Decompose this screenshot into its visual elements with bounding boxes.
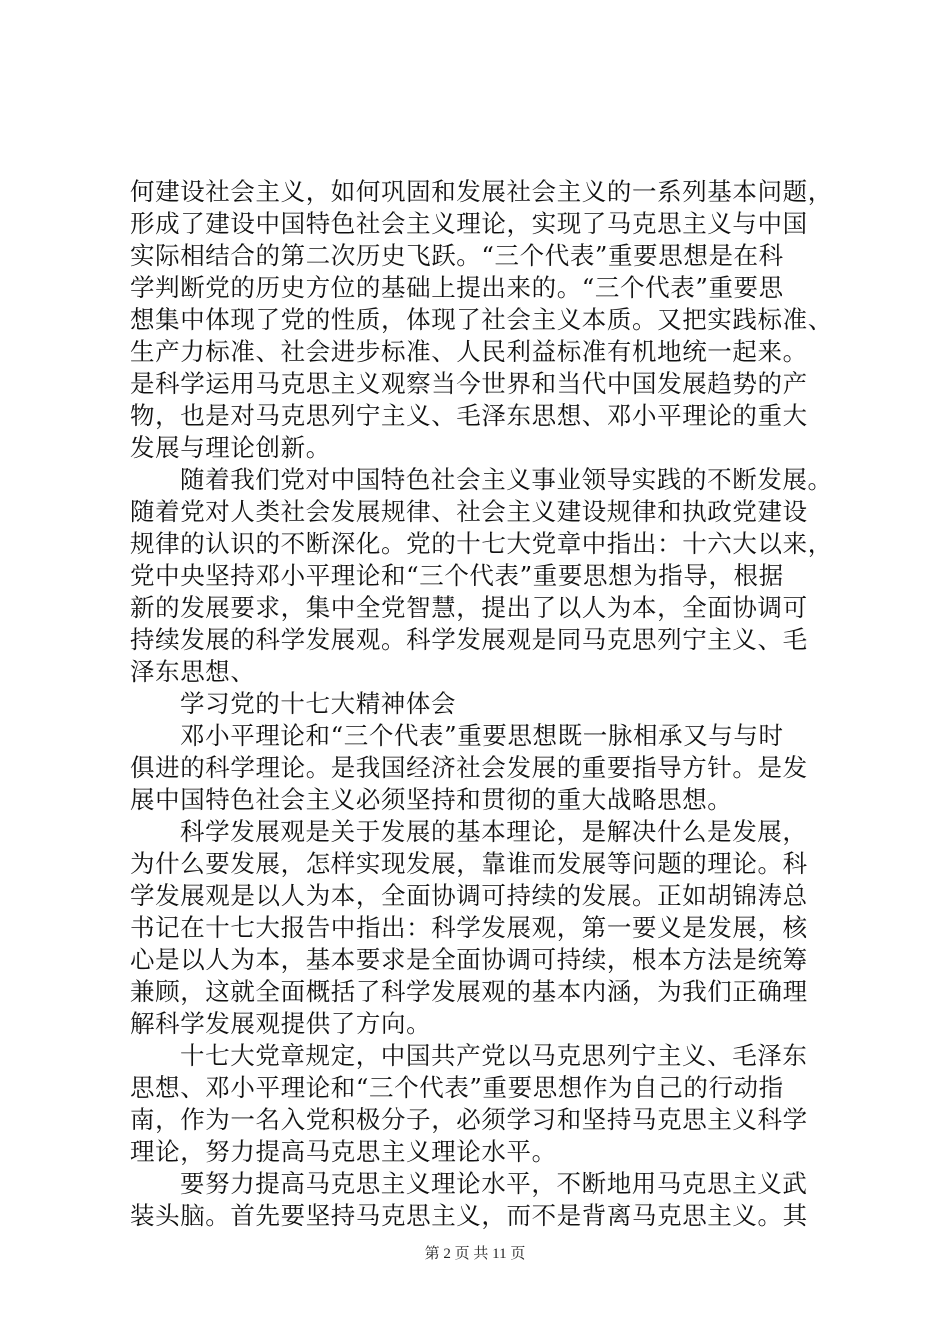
text-line: 学发展观是以人为本，全面协调可持续的发展。正如胡锦涛总	[130, 881, 808, 910]
text-line: 泽东思想、	[130, 657, 256, 686]
text-line: 心是以人为本，基本要求是全面协调可持续，根本方法是统筹	[130, 945, 808, 974]
section-heading: 学习党的十七大精神体会	[180, 689, 457, 718]
text-line: 新的发展要求，集中全党智慧，提出了以人为本，全面协调可	[130, 593, 808, 622]
text-line: 规律的认识的不断深化。党的十七大党章中指出：十六大以来，	[130, 529, 833, 558]
text-line: 生产力标准、社会进步标准、人民利益标准有机地统一起来。	[130, 337, 808, 366]
text-line: 兼顾，这就全面概括了科学发展观的基本内涵，为我们正确理	[130, 977, 808, 1006]
paragraph-start-line: 随着我们党对中国特色社会主义事业领导实践的不断发展。	[180, 465, 833, 494]
text-line: 学判断党的历史方位的基础上提出来的。“三个代表”重要思	[130, 273, 784, 302]
text-line: 实际相结合的第二次历史飞跃。“三个代表”重要思想是在科	[130, 241, 784, 270]
text-line: 形成了建设中国特色社会主义理论，实现了马克思主义与中国	[130, 209, 808, 238]
text-line: 展中国特色社会主义必须坚持和贯彻的重大战略思想。	[130, 785, 733, 814]
paragraph-start-line: 邓小平理论和“三个代表”重要思想既一脉相承又与与时	[180, 721, 784, 750]
text-line: 理论，努力提高马克思主义理论水平。	[130, 1137, 557, 1166]
page-number-footer: 第 2 页 共 11 页	[424, 1246, 526, 1262]
text-line: 装头脑。首先要坚持马克思主义，而不是背离马克思主义。其	[130, 1201, 808, 1230]
text-line: 书记在十七大报告中指出：科学发展观，第一要义是发展，核	[130, 913, 808, 942]
text-line: 物，也是对马克思列宁主义、毛泽东思想、邓小平理论的重大	[130, 401, 808, 430]
text-line: 解科学发展观提供了方向。	[130, 1009, 432, 1038]
text-line: 是科学运用马克思主义观察当今世界和当代中国发展趋势的产	[130, 369, 808, 398]
text-line: 南，作为一名入党积极分子，必须学习和坚持马克思主义科学	[130, 1105, 808, 1134]
text-line: 俱进的科学理论。是我国经济社会发展的重要指导方针。是发	[130, 753, 808, 782]
text-line: 思想、邓小平理论和“三个代表”重要思想作为自己的行动指	[130, 1073, 784, 1102]
text-line: 发展与理论创新。	[130, 433, 331, 462]
text-line: 持续发展的科学发展观。科学发展观是同马克思列宁主义、毛	[130, 625, 808, 654]
paragraph-start-line: 十七大党章规定，中国共产党以马克思列宁主义、毛泽东	[180, 1041, 808, 1070]
paragraph-start-line: 要努力提高马克思主义理论水平，不断地用马克思主义武	[180, 1169, 808, 1198]
text-line: 党中央坚持邓小平理论和“三个代表”重要思想为指导，根据	[130, 561, 784, 590]
text-line: 何建设社会主义，如何巩固和发展社会主义的一系列基本问题，	[130, 177, 833, 206]
text-line: 为什么要发展，怎样实现发展，靠谁而发展等问题的理论。科	[130, 849, 808, 878]
text-line: 随着党对人类社会发展规律、社会主义建设规律和执政党建设	[130, 497, 808, 526]
paragraph-start-line: 科学发展观是关于发展的基本理论，是解决什么是发展，	[180, 817, 808, 846]
document-body	[130, 176, 833, 1232]
text-line: 想集中体现了党的性质，体现了社会主义本质。又把实践标准、	[130, 305, 833, 334]
